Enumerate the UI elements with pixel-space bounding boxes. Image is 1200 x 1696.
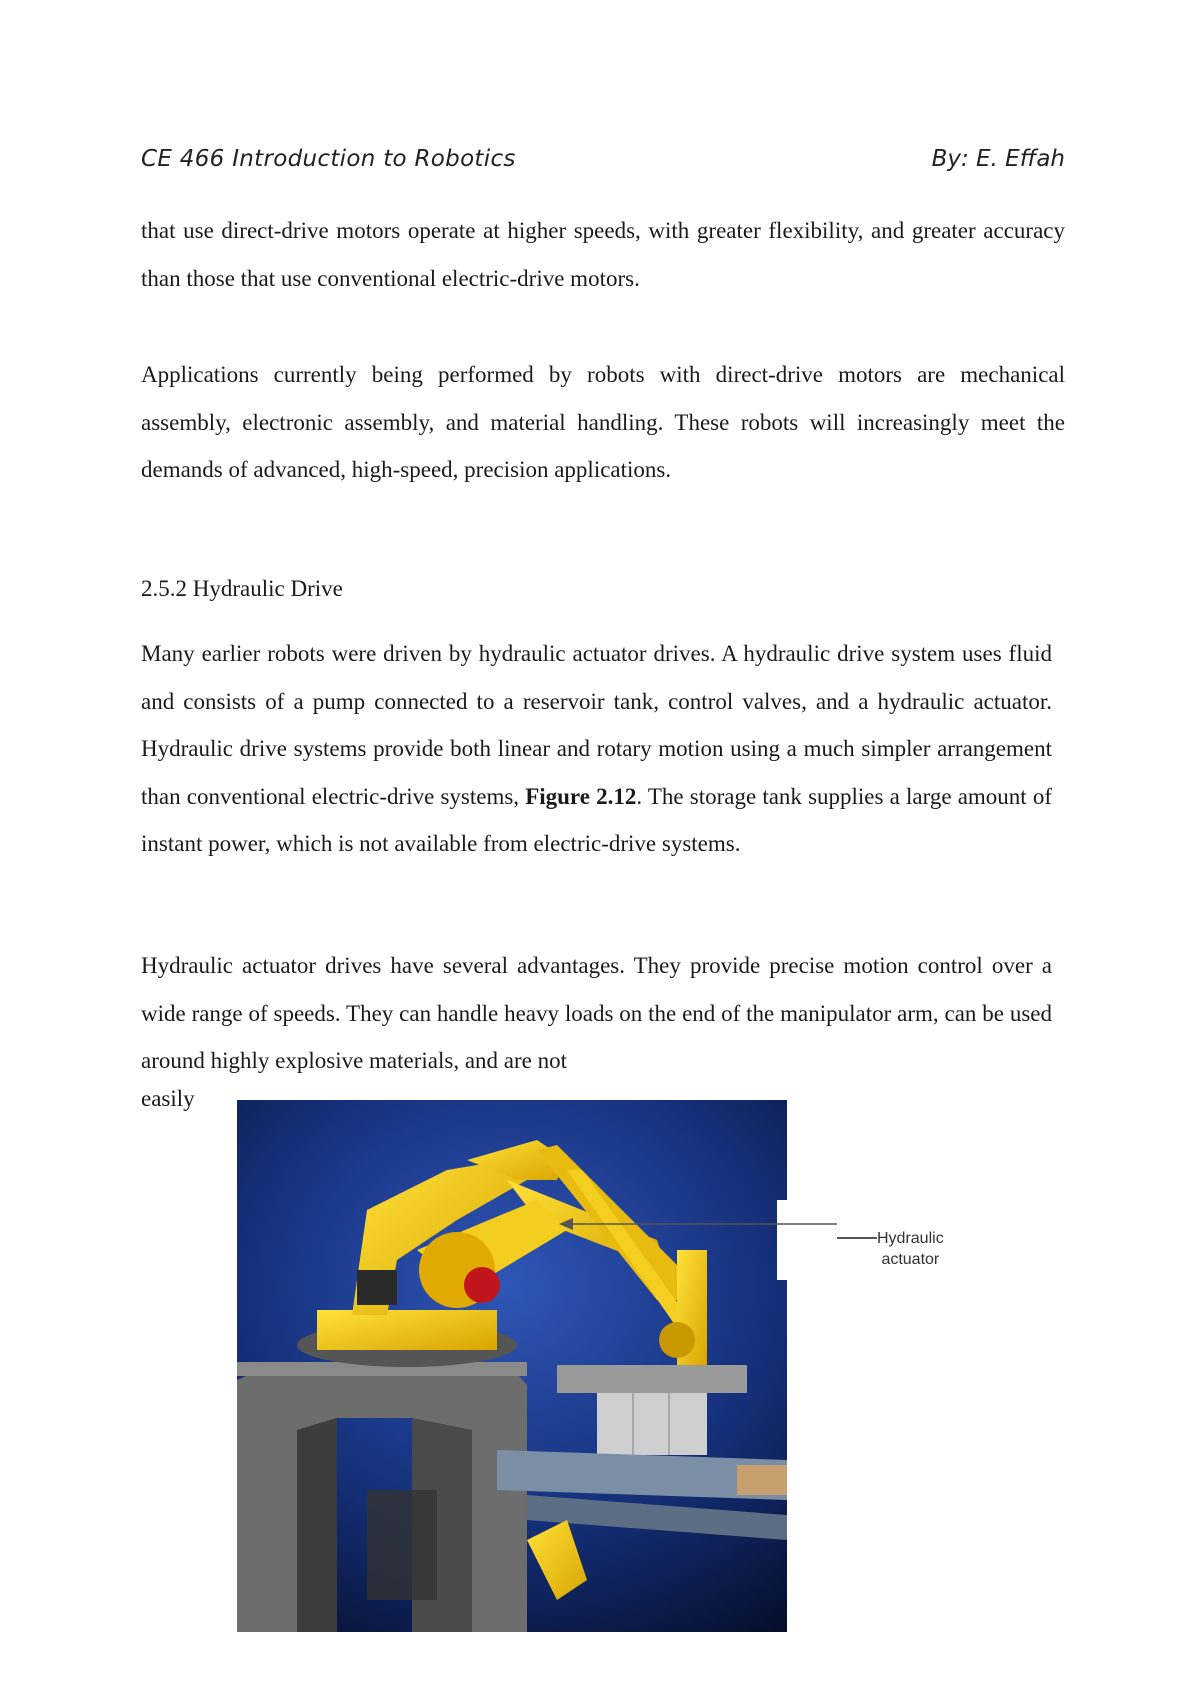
robot-motor — [464, 1267, 500, 1303]
callout-text-line1: Hydraulic — [877, 1230, 944, 1247]
payload-box — [597, 1393, 707, 1455]
section-heading: 2.5.2 Hydraulic Drive — [141, 576, 343, 601]
robot-photo — [237, 1100, 837, 1632]
course-title: CE 466 Introduction to Robotics — [141, 146, 516, 172]
figure-callout — [877, 1228, 944, 1270]
page-header — [141, 146, 1065, 186]
figure-reference: Figure 2.12 — [525, 783, 637, 809]
paragraph-hydraulic-advantages: Hydraulic actuator drives have several advantages. They provide precise motion control over a wide range of speeds. They can handle heavy loads on the end of the manipulator arm, can be used around highly explosive materials, and are not — [141, 953, 1052, 1073]
callout-text-line2: actuator — [881, 1251, 940, 1268]
paragraph-continuation: easily — [141, 1086, 195, 1111]
robot-base-stand — [237, 1362, 527, 1632]
paragraph-hydraulic-drive — [141, 630, 1052, 868]
author-name: By: E. Effah — [931, 146, 1065, 172]
paragraph-direct-drive-intro: that use direct-drive motors operate at higher speeds, with greater flexibility, and greater accuracy than those that use conventional electric-drive motors. — [141, 218, 1065, 291]
figure-hydraulic-robot — [237, 1100, 837, 1632]
paragraph-text: Many earlier robots were driven by hydraulic actuator drives. A hydraulic drive system uses fluid and consists of a pump connected to a reservoir tank, control valves, and a hydraulic actuator. Hydraulic drive systems provide both linear and rotary motion using a much simpler arrangement than conventional electric-drive systems, — [141, 641, 1052, 809]
paragraph-direct-drive-applications: Applications currently being performed by robots with direct-drive motors are mechanical assembly, electronic assembly, and material handling. These robots will increasingly meet the demands of advanced, high-speed, precision applications. — [141, 362, 1065, 482]
cardboard-box — [737, 1465, 787, 1495]
paragraph-text: . The storage tank supplies a large amount of instant power, which is not available from electric-drive systems. — [141, 783, 1052, 856]
callout-connector — [837, 1237, 877, 1239]
